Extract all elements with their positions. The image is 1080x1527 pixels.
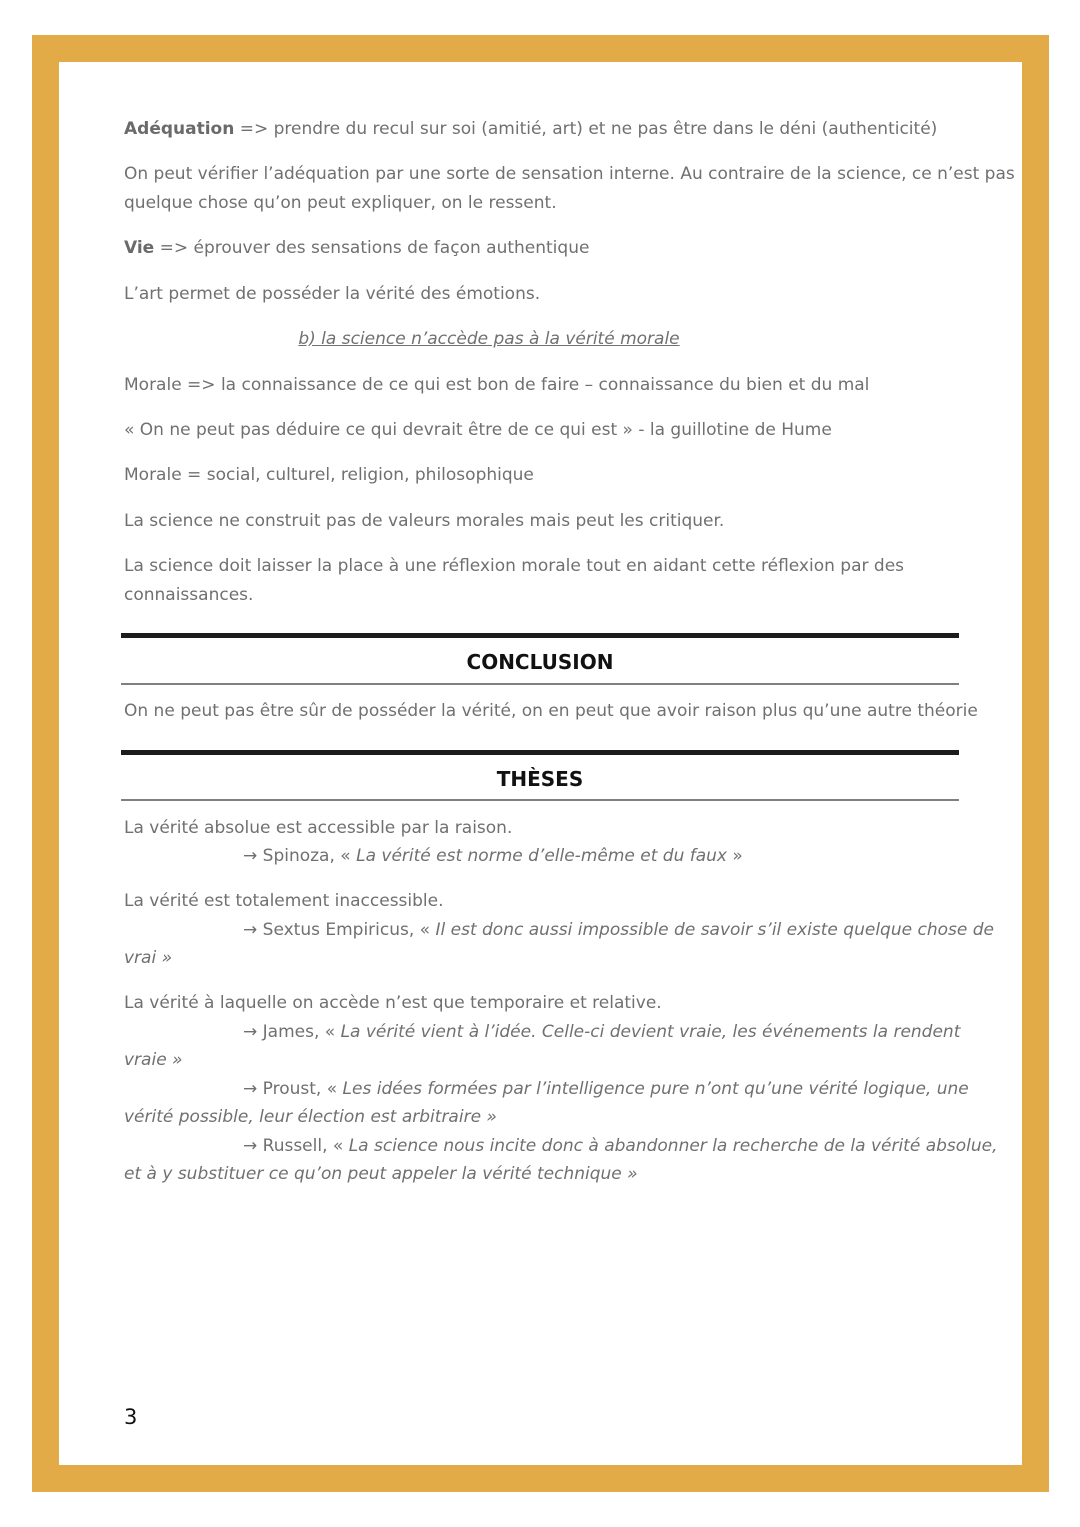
text-line: connaissances. xyxy=(124,585,254,605)
citation-author: → Russell, « xyxy=(243,1136,349,1156)
thesis-3-proust-citation xyxy=(243,1075,969,1104)
subheading-science-morale: b) la science n’accède pas à la vérité morale xyxy=(298,329,680,349)
paragraph-morale-definition: Morale => la connaissance de ce qui est bon de faire – connaissance du bien et du mal xyxy=(124,375,870,395)
thesis-2-claim: La vérité est totalement inaccessible. xyxy=(124,891,444,911)
citation-quote: La vérité est norme d’elle-même et du faux xyxy=(356,846,727,866)
paragraph-morale-sources: Morale = social, culturel, religion, philosophique xyxy=(124,465,534,485)
paragraph-adequation xyxy=(124,115,964,144)
citation-quote: La vérité vient à l’idée. Celle-ci devient vraie, les événements la rendent xyxy=(340,1022,961,1042)
conclusion-heading: CONCLUSION xyxy=(466,650,614,674)
citation-author: → Spinoza, « xyxy=(243,846,357,866)
definition-adequation: => prendre du recul sur soi (amitié, art) et ne pas être dans le déni (authenticité) xyxy=(234,119,938,139)
term-vie: Vie xyxy=(124,238,155,258)
citation-author: → James, « xyxy=(243,1022,341,1042)
thesis-1-citation xyxy=(243,842,743,871)
paragraph-vie xyxy=(124,234,964,263)
text-line: On peut vérifier l’adéquation par une sorte de sensation interne. Au contraire de la science, ce n’est pas xyxy=(124,164,1015,184)
thesis-2-citation-cont: vrai » xyxy=(124,948,173,968)
paragraph-verification xyxy=(124,160,1015,218)
paragraph-hume: « On ne peut pas déduire ce qui devrait être de ce qui est » - la guillotine de Hume xyxy=(124,420,832,440)
citation-quote: La science nous incite donc à abandonner la recherche de la vérité absolue, xyxy=(348,1136,998,1156)
conclusion-bottom-rule xyxy=(121,683,959,685)
citation-author: → Sextus Empiricus, « xyxy=(243,920,436,940)
thesis-3-russell-cont: et à y substituer ce qu’on peut appeler la vérité technique » xyxy=(124,1164,638,1184)
thesis-1-claim: La vérité absolue est accessible par la raison. xyxy=(124,818,513,838)
definition-vie: => éprouver des sensations de façon authentique xyxy=(154,238,590,258)
citation-quote: Il est donc aussi impossible de savoir s’il existe quelque chose de xyxy=(435,920,994,940)
page-number: 3 xyxy=(124,1405,138,1429)
text-line: La science doit laisser la place à une réflexion morale tout en aidant cette réflexion par des xyxy=(124,556,905,576)
conclusion-top-rule xyxy=(121,633,959,638)
thesis-3-russell-citation xyxy=(243,1132,998,1161)
paragraph-art: L’art permet de posséder la vérité des émotions. xyxy=(124,284,541,304)
text-line: quelque chose qu’on peut expliquer, on le ressent. xyxy=(124,193,557,213)
theses-heading: THÈSES xyxy=(496,767,584,791)
theses-bottom-rule xyxy=(121,799,959,801)
thesis-3-james-cont: vraie » xyxy=(124,1050,183,1070)
thesis-2-citation xyxy=(243,916,994,945)
citation-close: » xyxy=(727,846,743,866)
conclusion-text: On ne peut pas être sûr de posséder la vérité, on en peut que avoir raison plus qu’une autre théorie xyxy=(124,701,978,721)
thesis-3-james-citation xyxy=(243,1018,960,1047)
paragraph-reflexion xyxy=(124,552,964,610)
term-adequation: Adéquation xyxy=(124,119,235,139)
citation-author: → Proust, « xyxy=(243,1079,343,1099)
paragraph-science-values: La science ne construit pas de valeurs morales mais peut les critiquer. xyxy=(124,511,725,531)
citation-quote: Les idées formées par l’intelligence pure n’ont qu’une vérité logique, une xyxy=(342,1079,969,1099)
theses-top-rule xyxy=(121,750,959,755)
thesis-3-proust-cont: vérité possible, leur élection est arbitraire » xyxy=(124,1107,497,1127)
thesis-3-claim: La vérité à laquelle on accède n’est que temporaire et relative. xyxy=(124,993,662,1013)
